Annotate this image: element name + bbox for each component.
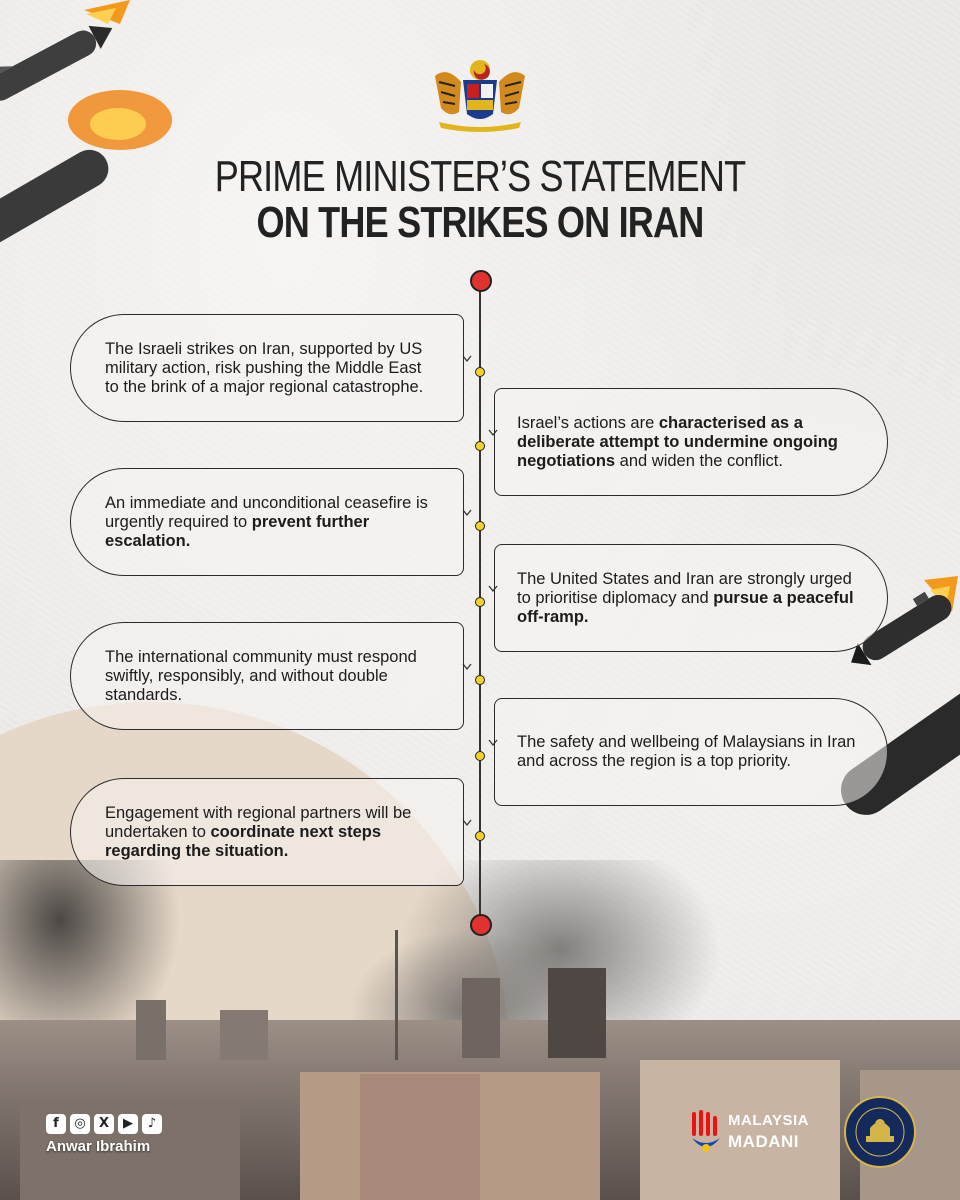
- statement-segment: Engagement with regional partners will be undertaken to: [105, 803, 412, 841]
- arrow-down-icon: [462, 353, 472, 363]
- timeline-knot: [475, 597, 485, 607]
- statement-card-5: [70, 622, 464, 730]
- timeline-start-dot: [470, 270, 492, 292]
- timeline-knot: [475, 521, 485, 531]
- statement-card-3: [70, 468, 464, 576]
- statement-text-1: [105, 340, 437, 397]
- timeline-knot: [475, 751, 485, 761]
- timeline-end-dot: [470, 914, 492, 936]
- statement-text-3: [105, 494, 437, 551]
- youtube-icon[interactable]: ▶: [118, 1114, 138, 1134]
- statement-segment: Israel’s actions are: [517, 413, 659, 432]
- arrow-down-icon: [462, 817, 472, 827]
- facebook-icon[interactable]: f: [46, 1114, 66, 1134]
- statement-card-4: [494, 544, 888, 652]
- social-icons: [46, 1114, 162, 1134]
- statement-text-6: [517, 733, 857, 771]
- statement-card-6: [494, 698, 888, 806]
- page-title-line2: ON THE STRIKES ON IRAN: [256, 198, 704, 247]
- statement-segment: The United States and Iran are strongly urged to prioritise diplomacy and: [517, 569, 852, 607]
- brand-line2: MADANI: [728, 1132, 799, 1151]
- statement-emphasis: pursue a peaceful off-ramp.: [517, 588, 854, 626]
- timeline-knot: [475, 831, 485, 841]
- statement-segment: and widen the conflict.: [615, 451, 783, 470]
- statement-card-7: [70, 778, 464, 886]
- statement-text-5: [105, 648, 437, 705]
- arrow-down-icon: [488, 427, 498, 437]
- arrow-down-icon: [462, 661, 472, 671]
- brand-line1: MALAYSIA: [728, 1112, 809, 1129]
- statement-emphasis: prevent further escalation.: [105, 512, 370, 550]
- timeline-knot: [475, 441, 485, 451]
- timeline-knot: [475, 367, 485, 377]
- statement-segment: The safety and wellbeing of Malaysians in Iran and across the region is a top priority.: [517, 733, 856, 770]
- author-handle: Anwar Ibrahim: [46, 1138, 151, 1155]
- statement-card-1: [70, 314, 464, 422]
- arrow-down-icon: [488, 737, 498, 747]
- statement-text-2: [517, 414, 857, 471]
- malaysia-madani-logo: [688, 1108, 838, 1158]
- statement-segment: An immediate and unconditional ceasefire is urgently required to: [105, 493, 428, 531]
- statement-segment: The Israeli strikes on Iran, supported by US military action, risk pushing the Middle East to the brink of a major regional catastrophe.: [105, 339, 424, 396]
- tiktok-icon[interactable]: ♪: [142, 1114, 162, 1134]
- statement-text-4: [517, 570, 857, 627]
- prime-minister-office-seal: [844, 1096, 916, 1168]
- statement-segment: The international community must respond swiftly, responsibly, and without double standards.: [105, 647, 417, 704]
- statement-card-2: [494, 388, 888, 496]
- statement-text-7: [105, 804, 437, 861]
- x-icon[interactable]: X: [94, 1114, 114, 1134]
- statement-emphasis: coordinate next steps regarding the situation.: [105, 822, 382, 860]
- arrow-down-icon: [462, 507, 472, 517]
- timeline-knot: [475, 675, 485, 685]
- page-title-line1: PRIME MINISTER’S STATEMENT: [214, 152, 746, 201]
- madani-emblem-icon: [688, 1108, 724, 1158]
- instagram-icon[interactable]: ◎: [70, 1114, 90, 1134]
- arrow-down-icon: [488, 583, 498, 593]
- statement-emphasis: characterised as a deliberate attempt to undermine ongoing negotiations: [517, 413, 838, 470]
- coat-of-arms-icon: [425, 56, 535, 134]
